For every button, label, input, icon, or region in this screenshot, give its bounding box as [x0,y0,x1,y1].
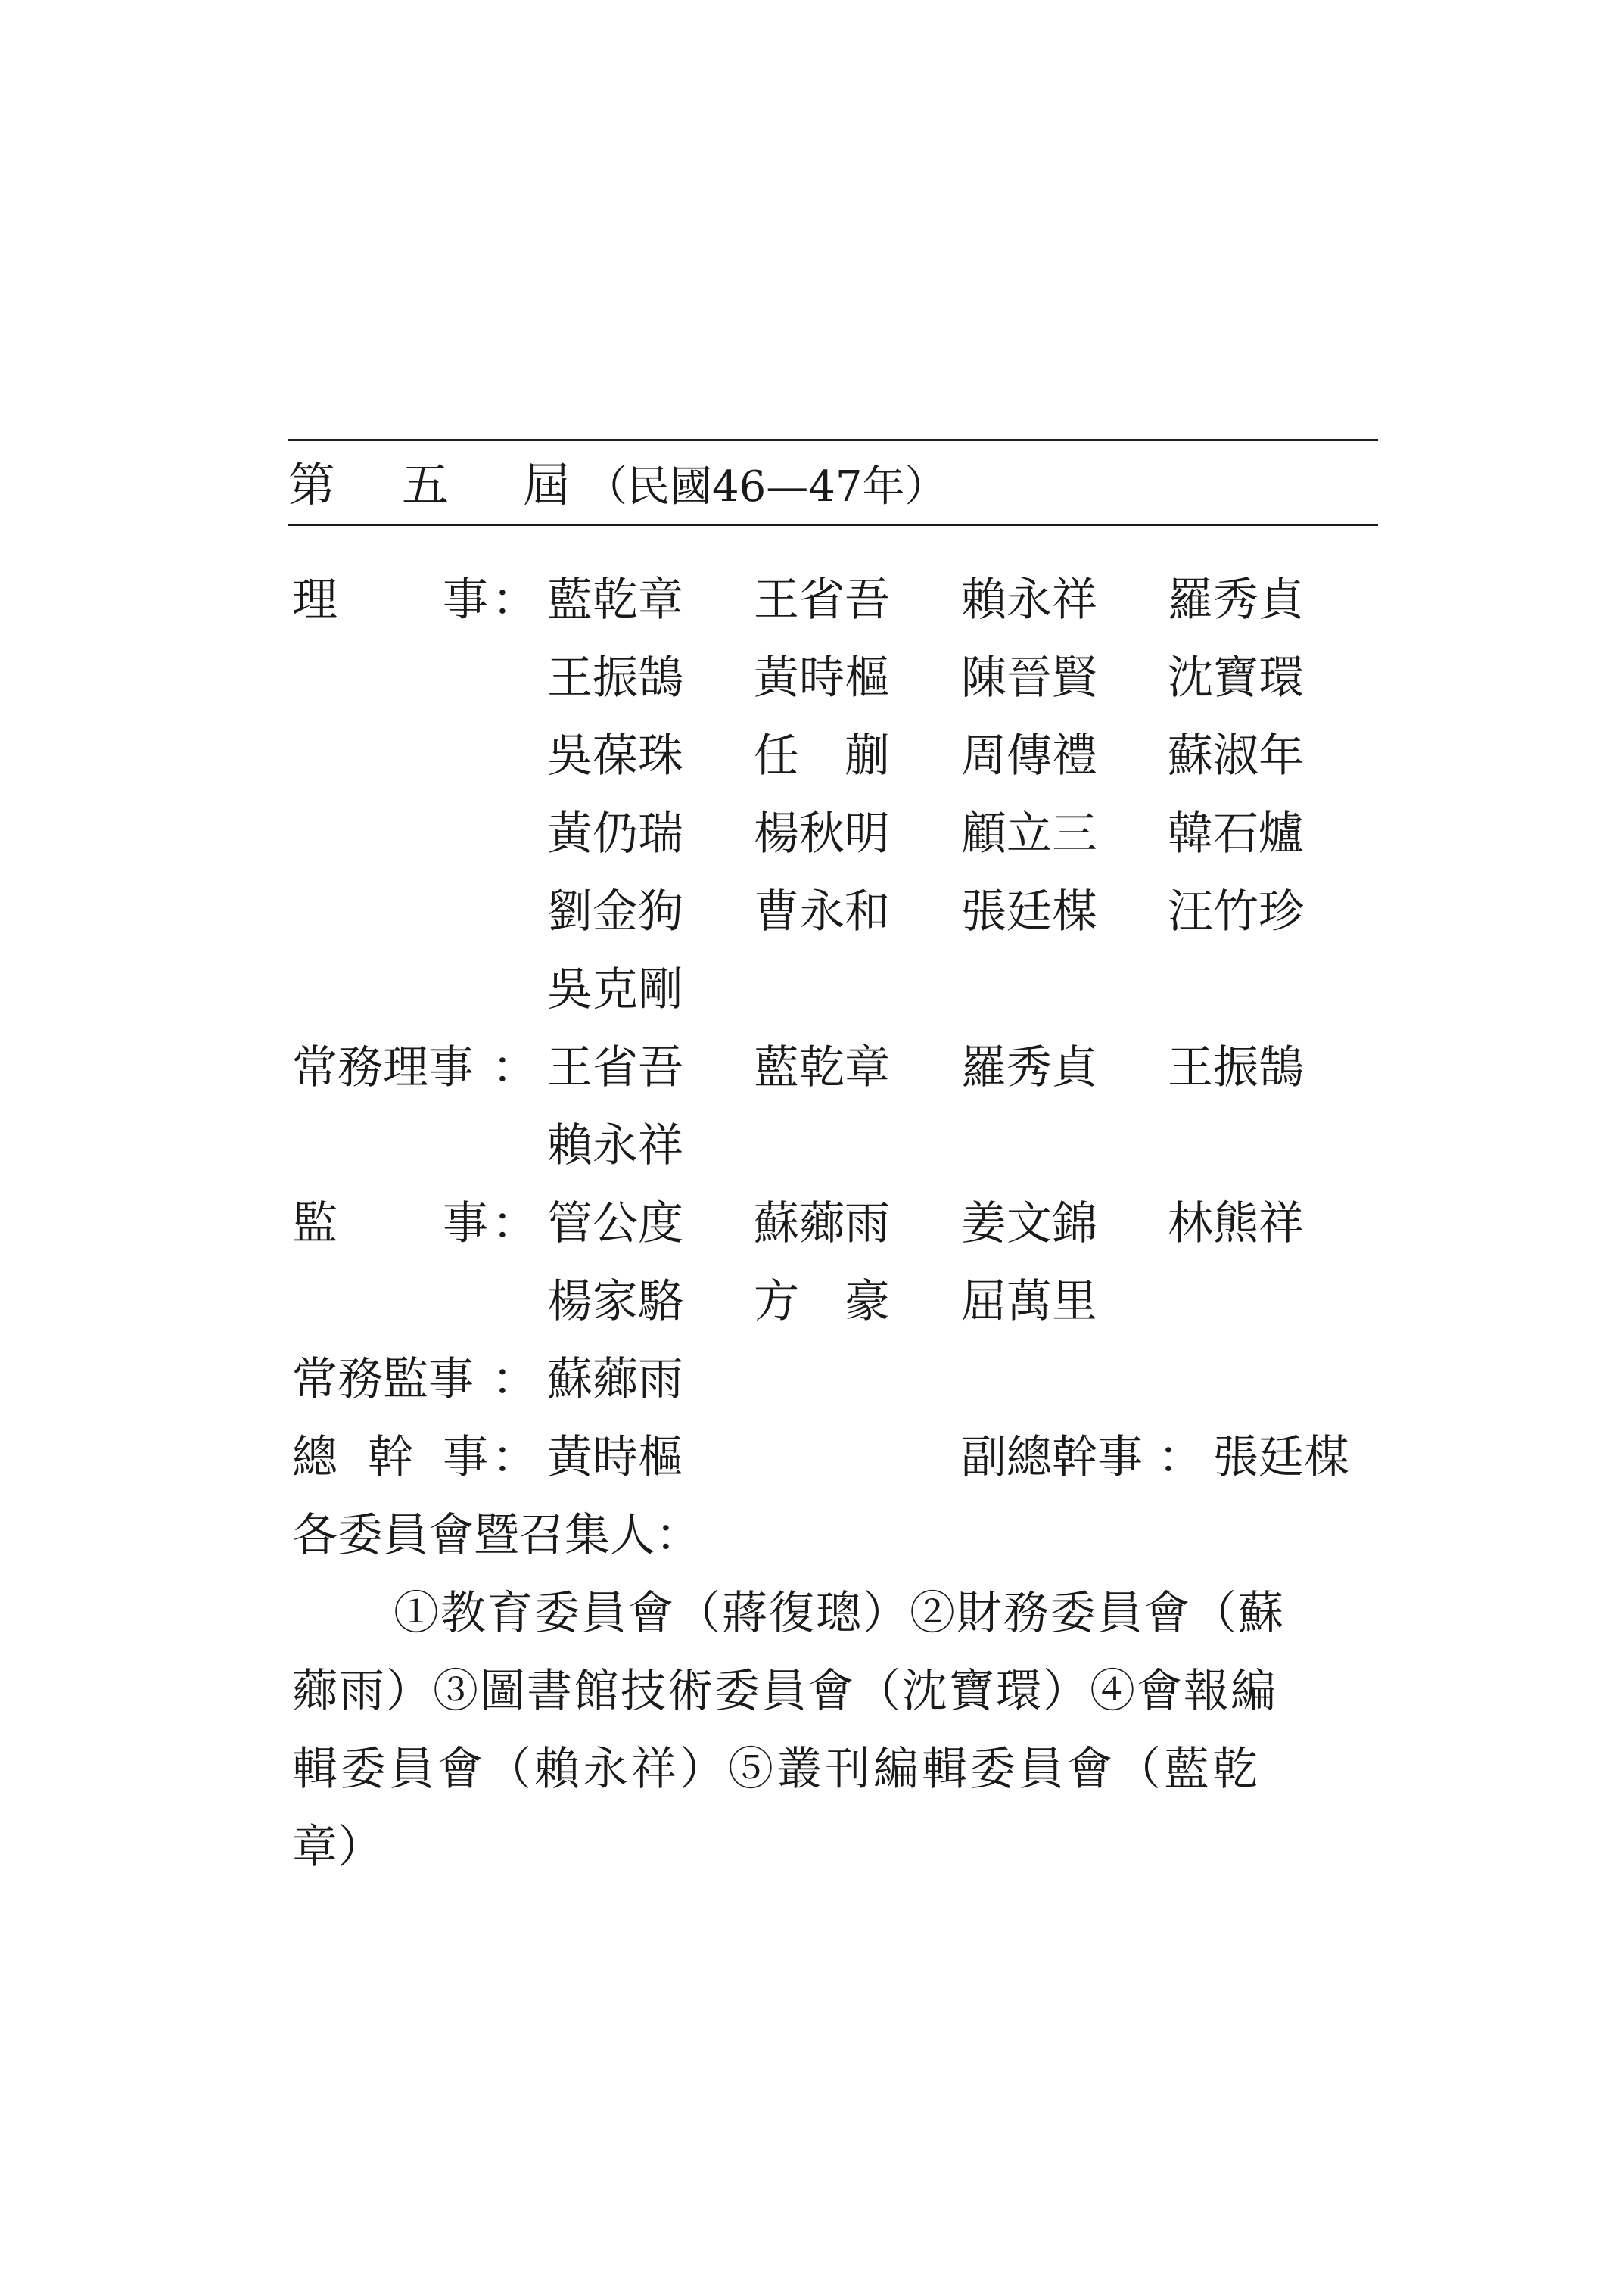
director-name: 曹永和 [754,885,890,938]
role-label-secretary-general-char-2: 幹 [368,1431,413,1484]
standing-director-name: 藍乾章 [754,1041,890,1094]
director-name: 周傳禮 [961,730,1097,782]
heading-char-1: 第 [288,457,336,512]
director-name: 黃時樞 [754,652,890,705]
supervisor-name: 管公度 [547,1197,683,1250]
director-name: 黃仍瑞 [547,807,683,860]
director-name: 賴永祥 [961,574,1097,627]
supervisor-name: 姜文錦 [961,1197,1097,1250]
heading-period: （民國46—47年） [585,462,947,512]
role-colon: ： [492,574,537,627]
director-name: 吳葆珠 [547,730,683,782]
standing-director-name: 王振鵠 [1168,1041,1304,1094]
director-name: 汪竹珍 [1168,885,1304,938]
heading-char-2: 五 [402,457,450,512]
standing-director-name: 羅秀貞 [961,1041,1097,1094]
role-colon: ： [1158,1431,1203,1484]
committees-line: 輯委員會（賴永祥）⑤叢刊編輯委員會（藍乾 [292,1743,1261,1796]
director-name: 楊秋明 [754,807,890,860]
standing-supervisor-name: 蘇薌雨 [547,1353,683,1406]
role-label-supervisors-char-1: 監 [292,1197,338,1250]
director-name: 韓石爐 [1168,807,1304,860]
role-label-directors-char-2: 事 [443,574,488,627]
director-name: 劉金狗 [547,885,683,938]
top-rule [288,439,1378,441]
role-label-deputy-secretary-general: 副總幹事 [961,1431,1143,1484]
role-colon: ： [492,1353,537,1406]
supervisor-name: 方 豪 [754,1275,890,1328]
role-label-standing-directors: 常務理事 [292,1041,474,1094]
standing-director-name: 賴永祥 [547,1119,683,1172]
director-name: 張廷楳 [961,885,1097,938]
role-label-supervisors-char-2: 事 [443,1197,488,1250]
director-name: 任 蒯 [754,730,890,782]
role-label-secretary-general-char-3: 事 [443,1431,488,1484]
bottom-rule [288,524,1378,526]
director-name: 藍乾章 [547,574,683,627]
director-name: 羅秀貞 [1168,574,1304,627]
committees-line: 章） [292,1821,383,1874]
director-name: 王振鵠 [547,652,683,705]
standing-director-name: 王省吾 [547,1041,683,1094]
deputy-secretary-general-name: 張廷楳 [1213,1431,1349,1484]
director-name: 吳克剛 [547,963,683,1016]
committees-line: 薌雨）③圖書館技術委員會（沈寶環）④會報編 [292,1665,1277,1718]
supervisor-name: 楊家駱 [547,1275,683,1328]
committees-line: ①教育委員會（蔣復璁）②財務委員會（蘇 [394,1587,1285,1640]
role-colon: ： [492,1041,537,1094]
supervisor-name: 屈萬里 [961,1275,1097,1328]
role-label-secretary-general-char-1: 總 [292,1431,338,1484]
director-name: 王省吾 [754,574,890,627]
committees-heading: 各委員會暨召集人： [292,1509,701,1562]
heading-char-3: 屆 [523,457,571,512]
role-colon: ： [492,1197,537,1250]
supervisor-name: 蘇薌雨 [754,1197,890,1250]
role-colon: ： [492,1431,537,1484]
supervisor-name: 林熊祥 [1168,1197,1304,1250]
director-name: 顧立三 [961,807,1097,860]
role-label-standing-supervisor: 常務監事 [292,1353,474,1406]
director-name: 陳晉賢 [961,652,1097,705]
director-name: 蘇淑年 [1168,730,1304,782]
director-name: 沈寶環 [1168,652,1304,705]
secretary-general-name: 黃時樞 [547,1431,683,1484]
role-label-directors-char-1: 理 [292,574,338,627]
